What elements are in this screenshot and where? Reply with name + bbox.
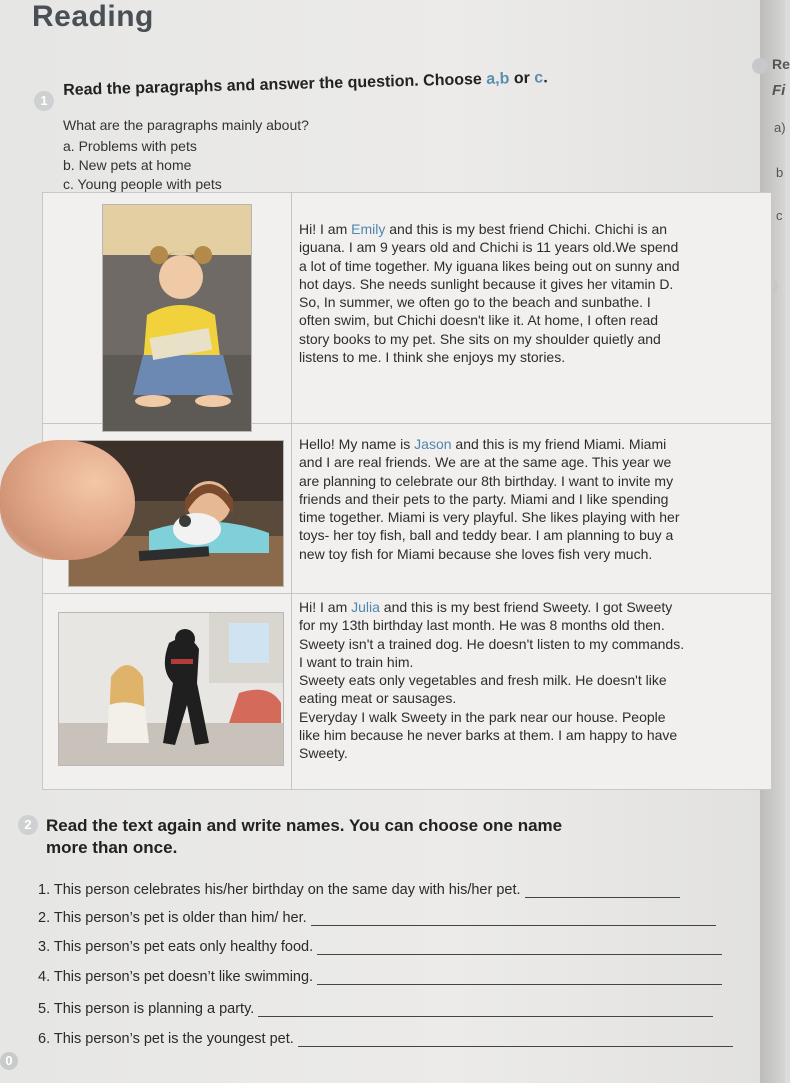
para-line: eating meat or sausages. [299, 690, 457, 707]
para-line: Hi! I am Julia and this is my best friend Sweety. I got Sweety [299, 599, 673, 615]
answer-blank-2[interactable] [311, 911, 716, 926]
para-line: I want to train him. [299, 653, 414, 670]
para-line: listens to me. I think she enjoys my stories. [299, 349, 566, 366]
para-line: iguana. I am 9 years old and Chichi is 11 years old.We spend [299, 239, 679, 256]
name-jason: Jason [414, 436, 452, 452]
para-line: Sweety eats only vegetables and fresh milk. He doesn't like [299, 672, 667, 689]
section-title: Reading [32, 0, 154, 33]
answer-blank-3[interactable] [317, 940, 722, 955]
exercise-1-number: 1 [34, 91, 54, 111]
task-item-6: 6. This person’s pet is the youngest pet. [38, 1031, 733, 1047]
para-line: Hi! I am Emily and this is my best friend Chichi. Chichi is an [299, 221, 668, 237]
paragraph-julia [299, 598, 684, 763]
task-item-4: 4. This person’s pet doesn’t like swimming. [38, 969, 722, 985]
exercise-2-instruction-line2: more than once. [46, 838, 178, 857]
para-line: new toy fish for Miami because she loves fish very much. [299, 545, 653, 562]
paragraph-jason [299, 435, 680, 563]
answer-blank-4[interactable] [317, 970, 722, 985]
para-line: friends and their pets to the party. Miami and I like spending [299, 490, 669, 507]
photo-emily-reading [102, 204, 252, 432]
edge-text-2: Fi [772, 82, 786, 99]
task-item-5: 5. This person is planning a party. [38, 1001, 713, 1017]
para-line: Everyday I walk Sweety in the park near our house. People [299, 708, 666, 725]
answer-blank-5[interactable] [258, 1002, 713, 1017]
para-line: are planning to celebrate our 8th birthday. I want to invite my [299, 472, 674, 489]
exercise-2-number: 2 [18, 815, 38, 835]
exercise-1-instruction: Read the paragraphs and answer the question. Choose a,b or c. [63, 69, 548, 99]
para-line: like him because he never barks at them. I am happy to have [299, 727, 678, 744]
name-julia: Julia [351, 599, 380, 615]
answer-blank-1[interactable] [525, 883, 680, 898]
para-line: often swim, but Chichi doesn't like it. At home, I often read [299, 312, 659, 329]
row-divider-2 [43, 593, 771, 594]
para-line: for my 13th birthday last month. He was 8 months old then. [299, 617, 665, 634]
exercise-2-instruction-line1: Read the text again and write names. You can choose one name [46, 816, 563, 835]
task-item-3: 3. This person’s pet eats only healthy food. [38, 939, 722, 955]
answer-blank-6[interactable] [298, 1032, 733, 1047]
task-item-2: 2. This person’s pet is older than him/ her. [38, 910, 716, 926]
edge-number-icon [752, 58, 768, 74]
para-line: and I are real friends. We are at the same age. This year we [299, 454, 672, 471]
para-line: a lot of time together. My iguana likes being out on sunny and [299, 257, 680, 274]
finger-overlay [0, 440, 135, 560]
column-divider [291, 193, 292, 789]
para-line: So, In summer, we often go to the beach and sunbathe. I [299, 294, 651, 311]
photo-julia-dog [58, 612, 284, 766]
paragraph-emily [299, 220, 680, 366]
para-line: Sweety. [299, 745, 348, 762]
edge-opt-c: c [776, 208, 783, 223]
exercise-1-question: What are the paragraphs mainly about? [63, 117, 309, 133]
task-item-1: 1. This person celebrates his/her birthday on the same day with his/her pet. [38, 882, 680, 898]
para-line: hot days. She needs sunlight because it gives her vitamin D. [299, 275, 674, 292]
para-line: toys- her toy fish, ball and teddy bear. I am planning to buy a [299, 527, 674, 544]
edge-text-1: Re [772, 56, 790, 72]
option-a[interactable]: a. Problems with pets [63, 138, 197, 154]
para-line: story books to my pet. She sits on my shoulder quietly and [299, 330, 661, 347]
para-line: Sweety isn't a trained dog. He doesn't listen to my commands. [299, 635, 685, 652]
para-line: Hello! My name is Jason and this is my friend Miami. Miami [299, 436, 667, 452]
para-line: time together. Miami is very playful. She likes playing with her [299, 509, 680, 526]
edge-opt-a: a) [774, 120, 786, 135]
edge-opt-b: b [776, 165, 784, 180]
option-c[interactable]: c. Young people with pets [63, 176, 222, 192]
option-b[interactable]: b. New pets at home [63, 157, 192, 173]
name-emily: Emily [351, 221, 386, 237]
page-number-badge: 0 [0, 1052, 18, 1070]
